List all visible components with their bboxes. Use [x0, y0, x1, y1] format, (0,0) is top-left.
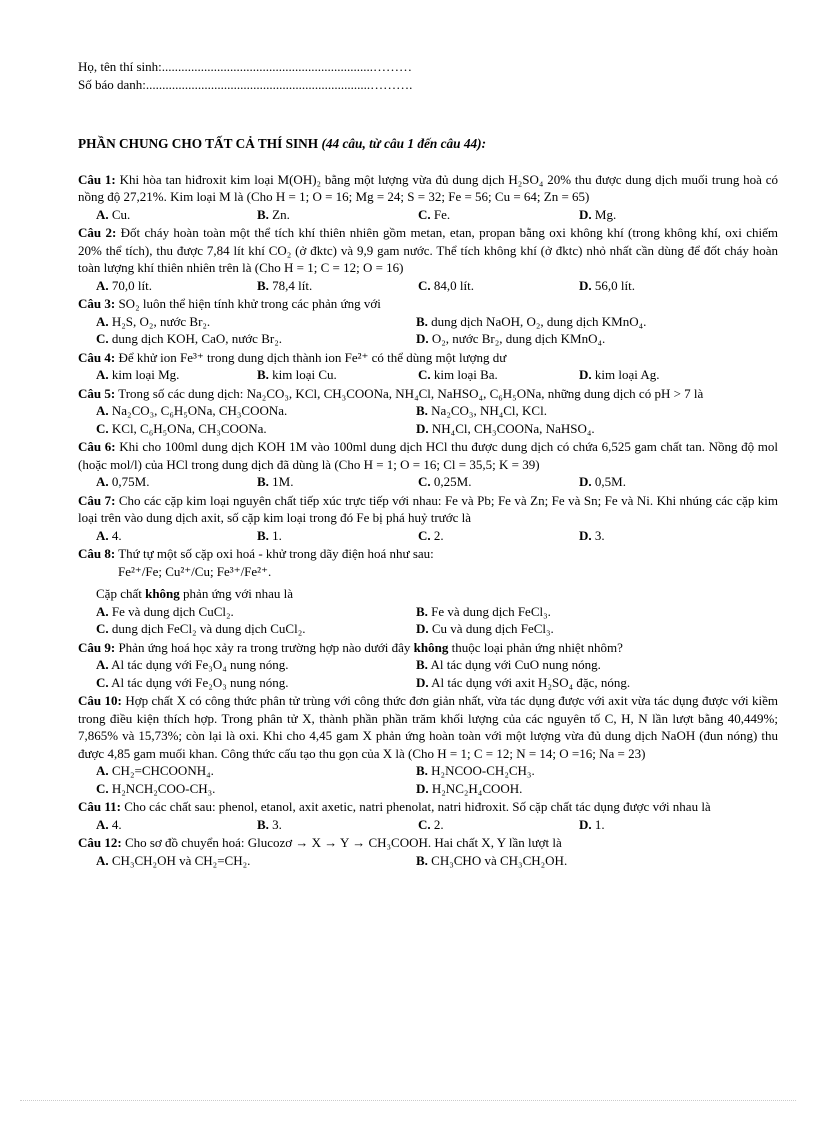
option-letter: A.: [96, 474, 109, 489]
question-text: Để khử ion Fe³⁺ trong dung dịch thành ion Fe²⁺ có thể dùng một lượng dư: [115, 349, 507, 365]
option-letter: B.: [257, 474, 269, 489]
question-stem: [78, 224, 778, 277]
options-row: [96, 527, 778, 545]
question-stem: [78, 692, 778, 762]
sub-stem-bold: không: [145, 586, 180, 601]
option-letter: C.: [96, 674, 109, 690]
option-text: 3.: [268, 816, 282, 832]
option-text: Mg.: [591, 206, 617, 222]
option-letter: B.: [257, 816, 269, 832]
option-letter: B.: [416, 852, 428, 868]
question-7: [78, 492, 778, 545]
redox-series: Fe²⁺/Fe; Cu²⁺/Cu; Fe³⁺/Fe²⁺.: [118, 563, 272, 579]
option-text: Fe.: [430, 206, 451, 222]
option-text: 70,0 lít.: [108, 277, 152, 293]
option-letter: A.: [96, 206, 109, 222]
question-text: Thứ tự một số cặp oxi hoá - khử trong dãy điện hoá như sau:: [115, 546, 434, 561]
question-number: Câu 11:: [78, 799, 121, 814]
answer-option-b: [257, 366, 418, 384]
option-letter: A.: [96, 852, 109, 868]
question-number: Câu 7:: [78, 492, 116, 508]
options-row: [96, 313, 778, 331]
option-text: O₂, nước Br₂, dung dịch KMnO₄.: [428, 331, 606, 346]
option-text: CH₃CH₂OH và CH₂=CH₂.: [108, 852, 251, 868]
answer-option-a: [96, 206, 257, 224]
option-text: kim loại Ba.: [430, 367, 498, 382]
option-text: Al tác dụng với Fe₂O₃ nung nóng.: [108, 674, 289, 690]
question-number: Câu 10:: [78, 693, 122, 708]
option-letter: C.: [418, 277, 431, 293]
question-stem: [78, 385, 778, 403]
answer-option-d: [416, 420, 736, 438]
answer-option-c: [96, 780, 416, 798]
question-stem: [78, 834, 778, 852]
answer-option-b: [257, 206, 418, 224]
answer-option-d: [579, 527, 740, 545]
option-letter: D.: [416, 674, 429, 690]
options-row: [96, 277, 778, 295]
answer-option-b: [416, 603, 736, 621]
option-text: 0,25M.: [430, 474, 472, 489]
option-letter: B.: [416, 403, 428, 418]
question-list: [78, 171, 778, 870]
question-text: Khi hòa tan hiđroxit kim loại M(OH)₂ bằng một lượng vừa đủ dung dịch H₂SO₄ 20% thu được dung dịch muối trung hoà có nồng độ 27,21%. Kim loại M là (Cho H = 1; O = 16; Mg = 24; S = 32; Fe = 56; Cu = 64; Zn = 65): [78, 171, 779, 204]
answer-option-c: [418, 277, 579, 295]
answer-option-c: [96, 620, 416, 638]
answer-option-a: [96, 656, 416, 674]
sub-stem-post: phản ứng với nhau là: [179, 586, 294, 601]
option-text: kim loại Cu.: [268, 367, 337, 382]
answer-option-d: [579, 816, 740, 834]
question-text: Hợp chất X có công thức phân tử trùng với công thức đơn giản nhất, vừa tác dụng được với axit vừa tác dụng được với kiềm trong điều kiện thích hợp. Trong phân tử X, thành phần phần trăm khối lượng của các nguyên tố C, H, N lần lượt bằng 40,449%; 7,865% và 15,73%; còn lại là oxi. Khi cho 4,45 gam X phản ứng hoàn toàn với một lượng vừa đủ dung dịch NaOH (đun nóng) thu được 4,85 gam muối khan. Công thức cấu tạo thu gọn của X là (Cho H = 1; C = 12; N = 14; O =16; Na = 23): [78, 693, 778, 761]
question-stem: [78, 545, 778, 563]
options-row: [96, 674, 778, 692]
answer-option-b: [416, 762, 736, 780]
question-6: [78, 438, 778, 491]
options-row: [96, 402, 778, 420]
question-text: Cho các cặp kim loại nguyên chất tiếp xúc trực tiếp với nhau: Fe và Pb; Fe và Zn; Fe và Sn; Fe và Ni. Khi nhúng các cặp kim loại trên vào dung dịch axit, số cặp kim loại trong đó Fe bị phá huỷ trước là: [78, 492, 779, 525]
option-text: kim loại Mg.: [108, 367, 180, 382]
option-letter: C.: [96, 331, 109, 346]
answer-option-c: [96, 420, 416, 438]
options-row: [96, 620, 778, 638]
option-letter: D.: [579, 474, 592, 489]
option-letter: C.: [418, 206, 431, 222]
options-row: [96, 780, 778, 798]
section-title-main: PHẦN CHUNG CHO TẤT CẢ THÍ SINH: [78, 136, 322, 151]
answer-option-b: [257, 816, 418, 834]
option-letter: C.: [418, 474, 431, 489]
question-number: Câu 4:: [78, 349, 116, 365]
option-letter: C.: [418, 816, 431, 832]
candidate-name-line: Họ, tên thí sinh:.................................................................………: [78, 59, 413, 74]
answer-option-d: [579, 277, 740, 295]
answer-option-a: [96, 852, 416, 870]
answer-option-d: [579, 473, 740, 491]
option-text: H₂S, O₂, nước Br₂.: [108, 313, 211, 329]
option-text: H₂NC₂H₄COOH.: [428, 780, 523, 796]
option-text: 4.: [108, 527, 122, 543]
option-text: kim loại Ag.: [591, 367, 660, 382]
options-row: [96, 206, 778, 224]
options-row: [96, 366, 778, 384]
option-text: 56,0 lít.: [591, 277, 635, 293]
option-letter: D.: [416, 420, 429, 436]
option-text: 2.: [430, 527, 444, 543]
option-text: Al tác dụng với CuO nung nóng.: [427, 657, 601, 672]
answer-option-a: [96, 402, 416, 420]
question-number: Câu 1:: [78, 171, 116, 187]
option-letter: C.: [96, 621, 109, 636]
answer-option-c: [418, 816, 579, 834]
question-number: Câu 12:: [78, 835, 122, 850]
option-text: Cu.: [108, 206, 131, 222]
question-stem: [78, 798, 778, 816]
question-text-post: thuộc loại phản ứng nhiệt nhôm?: [448, 639, 623, 655]
option-letter: D.: [416, 780, 429, 796]
question-stem: [78, 492, 778, 527]
option-text: 4.: [108, 816, 122, 832]
question-text: Cho sơ đồ chuyển hoá: Glucozơ → X → Y → CH₃COOH. Hai chất X, Y lần lượt là: [121, 835, 562, 850]
option-letter: A.: [96, 527, 109, 543]
option-letter: B.: [257, 367, 269, 382]
option-text: NH₄Cl, CH₃COONa, NaHSO₄.: [428, 420, 595, 436]
option-letter: B.: [257, 527, 269, 543]
question-text: Đốt cháy hoàn toàn một thể tích khí thiên nhiên gồm metan, etan, propan bằng oxi không khí (trong không khí, oxi chiếm 20% thể tích), thu được 7,84 lít khí CO₂ (ở đktc) và 9,9 gam nước. Thể tích không khí (ở đktc) nhỏ nhất cần dùng để đốt cháy hoàn toàn lượng khí thiên nhiên trên là (Cho H = 1; C = 12; O = 16): [78, 225, 778, 275]
answer-option-d: [416, 674, 736, 692]
option-text: 0,5M.: [591, 474, 626, 489]
option-letter: D.: [416, 621, 429, 636]
question-stem: [78, 295, 778, 313]
options-row: [96, 816, 778, 834]
option-letter: A.: [96, 313, 109, 329]
exam-page: [78, 58, 778, 869]
answer-option-d: [579, 366, 740, 384]
option-text: H₂NCH₂COO-CH₃.: [108, 780, 216, 796]
option-letter: D.: [579, 816, 592, 832]
option-text: 3.: [591, 527, 605, 543]
question-number: Câu 9:: [78, 639, 116, 655]
question-number: Câu 6:: [78, 439, 116, 454]
question-number: Câu 2:: [78, 225, 117, 240]
answer-option-c: [96, 330, 416, 348]
answer-option-c: [418, 206, 579, 224]
answer-option-d: [416, 780, 736, 798]
option-letter: C.: [418, 367, 431, 382]
question-number: Câu 3:: [78, 296, 116, 311]
question-stem: [78, 639, 778, 657]
option-text: 1.: [591, 816, 605, 832]
question-3: [78, 295, 778, 348]
option-letter: A.: [96, 763, 109, 778]
question-text: Cho các chất sau: phenol, etanol, axit axetic, natri phenolat, natri hiđroxit. Số cặp chất tác dụng được với nhau là: [120, 799, 711, 814]
question-text: Khi cho 100ml dung dịch KOH 1M vào 100ml dung dịch HCl thu được dung dịch có chứa 6,525 gam chất tan. Nồng độ mol (hoặc mol/l) của HCl trong dung dịch đã dùng là (Cho H = 1; O = 16; Cl = 35,5; K = 39): [78, 439, 779, 472]
options-row: [96, 656, 778, 674]
question-text: Trong số các dung dịch: Na₂CO₃, KCl, CH₃COONa, NH₄Cl, NaHSO₄, C₆H₅ONa, những dung dịch có pH > 7 là: [115, 385, 704, 401]
answer-option-b: [416, 402, 736, 420]
answer-option-a: [96, 277, 257, 295]
option-letter: A.: [96, 367, 109, 382]
question-8: [78, 545, 778, 638]
options-row: [96, 330, 778, 348]
options-row: [96, 420, 778, 438]
option-letter: A.: [96, 403, 109, 418]
option-text: Al tác dụng với axit H₂SO₄ đặc, nóng.: [428, 674, 631, 690]
option-letter: D.: [579, 367, 592, 382]
option-text: KCl, C₆H₅ONa, CH₃COONa.: [108, 420, 267, 436]
option-letter: B.: [416, 657, 428, 672]
question-12: [78, 834, 778, 869]
option-text: Na₂CO₃, NH₄Cl, KCl.: [427, 403, 547, 418]
sub-stem-pre: Cặp chất: [96, 586, 146, 601]
answer-option-c: [96, 674, 416, 692]
answer-option-a: [96, 527, 257, 545]
answer-option-d: [416, 330, 736, 348]
answer-option-c: [418, 366, 579, 384]
answer-option-a: [96, 762, 416, 780]
option-letter: D.: [416, 331, 429, 346]
question-5: [78, 385, 778, 438]
options-row: [96, 762, 778, 780]
question-stem: [78, 171, 778, 206]
question-stem: [78, 438, 778, 473]
section-title: [78, 135, 778, 153]
question-4: [78, 349, 778, 384]
option-text: 0,75M.: [108, 474, 150, 489]
answer-option-b: [416, 313, 736, 331]
answer-option-a: [96, 603, 416, 621]
option-letter: D.: [579, 206, 592, 222]
options-row: [96, 852, 778, 870]
option-text: 1M.: [268, 474, 294, 489]
option-letter: B.: [416, 763, 428, 778]
answer-option-c: [418, 473, 579, 491]
candidate-number-line: Số báo danh:.....................................................................……….: [78, 76, 413, 92]
answer-option-c: [418, 527, 579, 545]
question-text-pre: Phản ứng hoá học xảy ra trong trường hợp nào dưới đây: [115, 639, 414, 655]
answer-option-a: [96, 366, 257, 384]
option-text: 1.: [268, 527, 282, 543]
option-letter: C.: [418, 527, 431, 543]
option-text: dung dịch KOH, CaO, nước Br₂.: [108, 331, 282, 346]
option-letter: A.: [96, 603, 109, 619]
section-title-note: (44 câu, từ câu 1 đến câu 44):: [321, 136, 487, 151]
option-letter: D.: [579, 277, 592, 293]
option-text: 84,0 lít.: [430, 277, 474, 293]
option-text: 2.: [430, 816, 444, 832]
question-2: [78, 224, 778, 294]
answer-option-a: [96, 473, 257, 491]
options-row: [96, 603, 778, 621]
option-letter: B.: [257, 277, 269, 293]
question-sub-stem: [96, 585, 778, 603]
option-text: CH₃CHO và CH₃CH₂OH.: [427, 852, 568, 868]
option-text: Cu và dung dịch FeCl₃.: [428, 621, 554, 636]
answer-option-d: [416, 620, 736, 638]
question-11: [78, 798, 778, 833]
option-letter: B.: [416, 313, 428, 329]
question-text-bold: không: [413, 639, 449, 655]
question-10: [78, 692, 778, 797]
question-9: [78, 639, 778, 692]
answer-option-b: [416, 656, 736, 674]
option-text: CH₂=CHCOONH₄.: [108, 763, 214, 778]
option-text: Fe và dung dịch FeCl₃.: [427, 603, 551, 619]
answer-option-b: [257, 473, 418, 491]
option-text: Zn.: [268, 206, 290, 222]
option-text: 78,4 lít.: [268, 277, 313, 293]
question-number: Câu 8:: [78, 546, 116, 561]
question-text: SO₂ luôn thể hiện tính khử trong các phản ứng với: [115, 296, 381, 311]
question-number: Câu 5:: [78, 385, 116, 401]
answer-option-b: [257, 277, 418, 295]
page-bottom-divider: [20, 1100, 796, 1101]
option-letter: C.: [96, 780, 109, 796]
option-text: Fe và dung dịch CuCl₂.: [108, 603, 234, 619]
option-letter: A.: [96, 657, 109, 672]
question-stem: [78, 349, 778, 367]
question-1: [78, 171, 778, 224]
option-text: Al tác dụng với Fe₃O₄ nung nóng.: [108, 657, 289, 672]
option-letter: A.: [96, 277, 109, 293]
option-text: Na₂CO₃, C₆H₅ONa, CH₃COONa.: [108, 403, 288, 418]
answer-option-a: [96, 816, 257, 834]
option-letter: D.: [579, 527, 592, 543]
option-text: dung dịch FeCl₂ và dung dịch CuCl₂.: [108, 621, 306, 636]
answer-option-d: [579, 206, 740, 224]
option-letter: B.: [416, 603, 428, 619]
option-letter: B.: [257, 206, 269, 222]
option-letter: A.: [96, 816, 109, 832]
option-text: dung dịch NaOH, O₂, dung dịch KMnO₄.: [427, 313, 647, 329]
answer-option-b: [416, 852, 736, 870]
option-letter: C.: [96, 420, 109, 436]
options-row: [96, 473, 778, 491]
answer-option-b: [257, 527, 418, 545]
answer-option-a: [96, 313, 416, 331]
option-text: H₂NCOO-CH₂CH₃.: [427, 763, 535, 778]
